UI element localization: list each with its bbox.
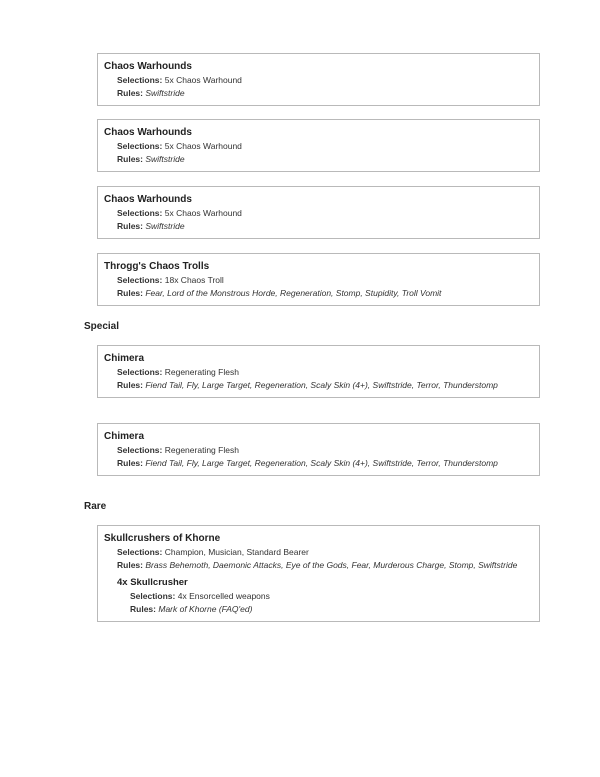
selections-line [104,445,533,456]
rules-line [104,458,533,469]
rules-value: Swiftstride [145,154,185,164]
rules-label: Rules: [117,380,143,390]
unit-card [97,186,540,239]
rules-line [104,88,533,99]
rules-value: Swiftstride [145,221,185,231]
selections-value: Regenerating Flesh [164,367,239,377]
selections-line [104,141,533,152]
section-heading-special: Special [84,321,120,332]
selections-label: Selections: [117,208,163,218]
selections-label: Selections: [117,445,163,455]
unit-title: Throgg's Chaos Trolls [104,261,210,272]
rules-line [104,288,533,299]
rules-value: Mark of Khorne (FAQ'ed) [158,604,253,614]
unit-title: Chaos Warhounds [104,61,192,72]
unit-card [97,119,540,172]
unit-card [97,345,540,398]
selections-label: Selections: [117,547,163,557]
selections-line [104,208,533,219]
sub-unit-title: 4x Skullcrusher [117,577,188,588]
rules-line [117,604,533,615]
unit-title: Chimera [104,431,145,442]
unit-title: Skullcrushers of Khorne [104,533,221,544]
selections-label: Selections: [117,367,163,377]
selections-label: Selections: [130,591,176,601]
selections-line [104,275,533,286]
unit-card [97,53,540,106]
selections-line [117,591,533,602]
unit-title: Chimera [104,353,145,364]
unit-title: Chaos Warhounds [104,127,192,138]
rules-value: Fear, Lord of the Monstrous Horde, Regeneration, Stomp, Stupidity, Troll Vomit [145,288,442,298]
rules-value: Fiend Tail, Fly, Large Target, Regeneration, Scaly Skin (4+), Swiftstride, Terror, Thunderstomp [145,458,498,468]
unit-card [97,253,540,306]
rules-line [104,380,533,391]
selections-line [104,547,533,558]
section-heading-rare: Rare [84,501,107,512]
rules-label: Rules: [117,221,143,231]
rules-label: Rules: [117,458,143,468]
rules-label: Rules: [117,88,143,98]
unit-card [97,423,540,476]
rules-value: Brass Behemoth, Daemonic Attacks, Eye of the Gods, Fear, Murderous Charge, Stomp, Swiftstride [145,560,518,570]
selections-value: 5x Chaos Warhound [164,75,242,85]
rules-value: Fiend Tail, Fly, Large Target, Regeneration, Scaly Skin (4+), Swiftstride, Terror, Thunderstomp [145,380,498,390]
selections-value: 4x Ensorcelled weapons [177,591,270,601]
unit-title: Chaos Warhounds [104,194,192,205]
selections-value: Regenerating Flesh [164,445,239,455]
selections-label: Selections: [117,141,163,151]
selections-value: 5x Chaos Warhound [164,208,242,218]
selections-line [104,367,533,378]
rules-label: Rules: [117,154,143,164]
selections-label: Selections: [117,75,163,85]
rules-label: Rules: [117,288,143,298]
rules-line [104,560,533,571]
rules-line [104,154,533,165]
sub-unit [104,576,533,615]
unit-card [97,525,540,622]
selections-label: Selections: [117,275,163,285]
selections-value: Champion, Musician, Standard Bearer [164,547,309,557]
rules-value: Swiftstride [145,88,185,98]
selections-value: 5x Chaos Warhound [164,141,242,151]
rules-label: Rules: [130,604,156,614]
rules-label: Rules: [117,560,143,570]
selections-line [104,75,533,86]
selections-value: 18x Chaos Troll [164,275,224,285]
rules-line [104,221,533,232]
